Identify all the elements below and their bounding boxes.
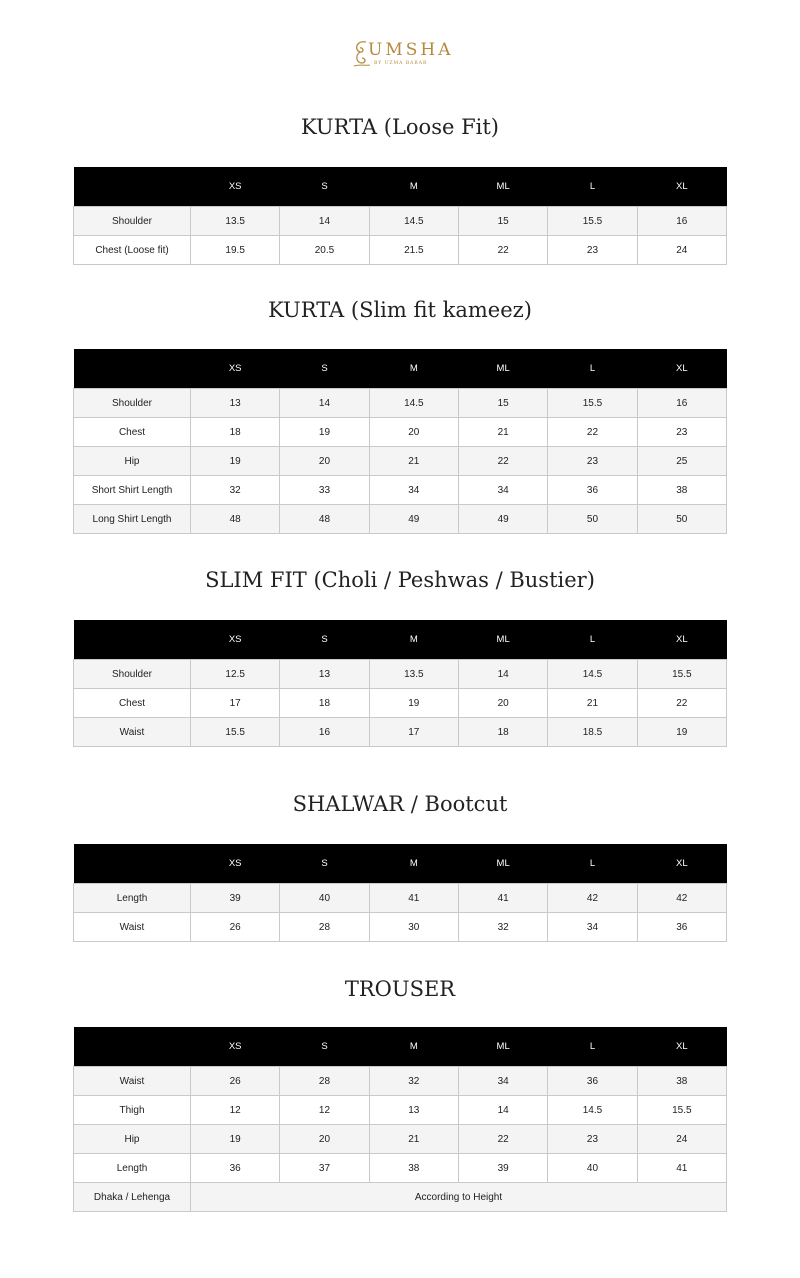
row-label: Long Shirt Length: [74, 505, 191, 534]
measurement-cell: 15.5: [637, 660, 726, 689]
table-row: [74, 447, 727, 476]
header-row: [74, 349, 727, 389]
brand-name: UMSHA: [368, 40, 454, 60]
size-header-ml: ML: [458, 620, 547, 660]
header-corner-cell: [74, 844, 191, 884]
table-row: [74, 913, 727, 942]
row-label: Thigh: [74, 1096, 191, 1125]
size-header-xs: XS: [191, 620, 280, 660]
row-label: Waist: [74, 718, 191, 747]
measurement-cell: 19: [637, 718, 726, 747]
size-header-ml: ML: [458, 349, 547, 389]
measurement-cell: 34: [458, 476, 547, 505]
measurement-cell: 13: [191, 389, 280, 418]
size-header-l: L: [548, 620, 637, 660]
measurement-cell: 36: [637, 913, 726, 942]
measurement-cell: 41: [369, 884, 458, 913]
measurement-cell: 22: [458, 236, 547, 265]
header-row: [74, 844, 727, 884]
row-label: Length: [74, 884, 191, 913]
measurement-cell: 40: [548, 1154, 637, 1183]
row-label: Hip: [74, 1125, 191, 1154]
measurement-cell: 34: [369, 476, 458, 505]
measurement-cell: 28: [280, 1067, 369, 1096]
size-header-s: S: [280, 1027, 369, 1067]
measurement-cell: 20: [458, 689, 547, 718]
measurement-cell: 19.5: [191, 236, 280, 265]
measurement-cell: 19: [369, 689, 458, 718]
size-table-kurta-loose: [73, 167, 727, 265]
size-table-shalwar: [73, 844, 727, 942]
size-header-m: M: [369, 349, 458, 389]
measurement-cell: 22: [458, 1125, 547, 1154]
table-row: [74, 476, 727, 505]
size-header-s: S: [280, 167, 369, 207]
table-row: [74, 389, 727, 418]
measurement-cell: 15: [458, 207, 547, 236]
measurement-cell: 23: [637, 418, 726, 447]
size-header-m: M: [369, 620, 458, 660]
measurement-cell: 50: [637, 505, 726, 534]
measurement-cell: 50: [548, 505, 637, 534]
size-header-xl: XL: [637, 349, 726, 389]
size-header-xs: XS: [191, 167, 280, 207]
measurement-cell: 20: [369, 418, 458, 447]
measurement-cell: 19: [191, 447, 280, 476]
table-row: [74, 236, 727, 265]
measurement-cell: 21: [458, 418, 547, 447]
measurement-cell: 38: [637, 476, 726, 505]
row-label: Chest: [74, 689, 191, 718]
size-header-xs: XS: [191, 349, 280, 389]
measurement-cell: 38: [637, 1067, 726, 1096]
row-label: Waist: [74, 913, 191, 942]
measurement-cell: 21: [369, 447, 458, 476]
table-row: [74, 689, 727, 718]
size-header-ml: ML: [458, 844, 547, 884]
measurement-cell: 26: [191, 913, 280, 942]
section-title-kurta-slim: KURTA (Slim fit kameez): [268, 298, 532, 322]
row-label: Short Shirt Length: [74, 476, 191, 505]
measurement-cell: 37: [280, 1154, 369, 1183]
size-header-ml: ML: [458, 1027, 547, 1067]
size-header-xl: XL: [637, 844, 726, 884]
measurement-cell: 18.5: [548, 718, 637, 747]
measurement-cell: 33: [280, 476, 369, 505]
size-header-ml: ML: [458, 167, 547, 207]
measurement-cell: 32: [191, 476, 280, 505]
size-header-l: L: [548, 844, 637, 884]
size-header-xl: XL: [637, 167, 726, 207]
measurement-cell: 19: [191, 1125, 280, 1154]
size-header-l: L: [548, 1027, 637, 1067]
measurement-cell: 26: [191, 1067, 280, 1096]
measurement-cell: 13: [369, 1096, 458, 1125]
measurement-cell: 17: [369, 718, 458, 747]
measurement-cell: 15.5: [548, 207, 637, 236]
measurement-cell: 41: [458, 884, 547, 913]
header-corner-cell: [74, 620, 191, 660]
row-label: Hip: [74, 447, 191, 476]
measurement-cell: 16: [637, 207, 726, 236]
measurement-cell: 40: [280, 884, 369, 913]
row-label: Chest: [74, 418, 191, 447]
measurement-cell: 49: [458, 505, 547, 534]
measurement-cell: 14.5: [548, 1096, 637, 1125]
table-row: [74, 505, 727, 534]
table-row: [74, 418, 727, 447]
measurement-cell: 17: [191, 689, 280, 718]
measurement-cell: 15.5: [637, 1096, 726, 1125]
measurement-cell: 18: [458, 718, 547, 747]
brand-logo: [352, 36, 452, 72]
row-label: Dhaka / Lehenga: [74, 1183, 191, 1212]
size-table-kurta-slim: [73, 349, 727, 534]
measurement-cell: 21: [548, 689, 637, 718]
measurement-cell: 14.5: [548, 660, 637, 689]
measurement-cell: 36: [548, 1067, 637, 1096]
section-title-slim-fit: SLIM FIT (Choli / Peshwas / Bustier): [205, 568, 595, 592]
brand-tagline: BY UZMA BABAR: [374, 61, 428, 66]
table-row: [74, 660, 727, 689]
header-corner-cell: [74, 349, 191, 389]
measurement-cell: 16: [637, 389, 726, 418]
measurement-cell: 19: [280, 418, 369, 447]
size-table-trouser: [73, 1027, 727, 1212]
measurement-cell: 14: [458, 1096, 547, 1125]
measurement-cell: 15: [458, 389, 547, 418]
size-header-s: S: [280, 620, 369, 660]
size-header-m: M: [369, 844, 458, 884]
header-corner-cell: [74, 167, 191, 207]
measurement-cell: 14.5: [369, 389, 458, 418]
measurement-cell: 48: [191, 505, 280, 534]
measurement-cell: 23: [548, 447, 637, 476]
table-row: [74, 1154, 727, 1183]
measurement-cell: 42: [548, 884, 637, 913]
table-row: [74, 884, 727, 913]
size-header-s: S: [280, 349, 369, 389]
row-label: Shoulder: [74, 389, 191, 418]
row-label: Waist: [74, 1067, 191, 1096]
table-row: [74, 718, 727, 747]
measurement-cell: 36: [548, 476, 637, 505]
measurement-cell: 34: [548, 913, 637, 942]
measurement-cell: 14: [280, 207, 369, 236]
measurement-cell: 39: [458, 1154, 547, 1183]
table-row: [74, 207, 727, 236]
measurement-cell: 18: [191, 418, 280, 447]
section-title-shalwar: SHALWAR / Bootcut: [292, 792, 508, 816]
measurement-cell: 39: [191, 884, 280, 913]
span-note-cell: According to Height: [191, 1183, 727, 1212]
measurement-cell: 38: [369, 1154, 458, 1183]
measurement-cell: 23: [548, 236, 637, 265]
measurement-cell: 20: [280, 1125, 369, 1154]
size-header-m: M: [369, 167, 458, 207]
measurement-cell: 20.5: [280, 236, 369, 265]
measurement-cell: 14: [280, 389, 369, 418]
size-header-xl: XL: [637, 1027, 726, 1067]
measurement-cell: 12.5: [191, 660, 280, 689]
measurement-cell: 36: [191, 1154, 280, 1183]
measurement-cell: 48: [280, 505, 369, 534]
measurement-cell: 23: [548, 1125, 637, 1154]
measurement-cell: 30: [369, 913, 458, 942]
size-header-l: L: [548, 167, 637, 207]
size-header-m: M: [369, 1027, 458, 1067]
measurement-cell: 42: [637, 884, 726, 913]
measurement-cell: 22: [548, 418, 637, 447]
measurement-cell: 15.5: [548, 389, 637, 418]
table-row: [74, 1125, 727, 1154]
measurement-cell: 25: [637, 447, 726, 476]
measurement-cell: 16: [280, 718, 369, 747]
row-label: Shoulder: [74, 207, 191, 236]
measurement-cell: 24: [637, 1125, 726, 1154]
measurement-cell: 32: [369, 1067, 458, 1096]
measurement-cell: 13: [280, 660, 369, 689]
size-header-xs: XS: [191, 844, 280, 884]
measurement-cell: 41: [637, 1154, 726, 1183]
section-title-kurta-loose: KURTA (Loose Fit): [300, 115, 499, 139]
measurement-cell: 13.5: [191, 207, 280, 236]
size-header-s: S: [280, 844, 369, 884]
measurement-cell: 49: [369, 505, 458, 534]
measurement-cell: 13.5: [369, 660, 458, 689]
measurement-cell: 28: [280, 913, 369, 942]
table-row: [74, 1067, 727, 1096]
table-row: [74, 1096, 727, 1125]
measurement-cell: 22: [458, 447, 547, 476]
row-label: Length: [74, 1154, 191, 1183]
measurement-cell: 15.5: [191, 718, 280, 747]
measurement-cell: 34: [458, 1067, 547, 1096]
size-table-slim-fit: [73, 620, 727, 747]
measurement-cell: 21: [369, 1125, 458, 1154]
measurement-cell: 14: [458, 660, 547, 689]
header-corner-cell: [74, 1027, 191, 1067]
table-row: [74, 1183, 727, 1212]
measurement-cell: 12: [191, 1096, 280, 1125]
size-header-xs: XS: [191, 1027, 280, 1067]
measurement-cell: 12: [280, 1096, 369, 1125]
header-row: [74, 620, 727, 660]
measurement-cell: 22: [637, 689, 726, 718]
header-row: [74, 1027, 727, 1067]
section-title-trouser: TROUSER: [344, 977, 456, 1001]
measurement-cell: 32: [458, 913, 547, 942]
measurement-cell: 18: [280, 689, 369, 718]
size-header-xl: XL: [637, 620, 726, 660]
row-label: Shoulder: [74, 660, 191, 689]
measurement-cell: 14.5: [369, 207, 458, 236]
row-label: Chest (Loose fit): [74, 236, 191, 265]
header-row: [74, 167, 727, 207]
measurement-cell: 21.5: [369, 236, 458, 265]
size-header-l: L: [548, 349, 637, 389]
measurement-cell: 24: [637, 236, 726, 265]
measurement-cell: 20: [280, 447, 369, 476]
